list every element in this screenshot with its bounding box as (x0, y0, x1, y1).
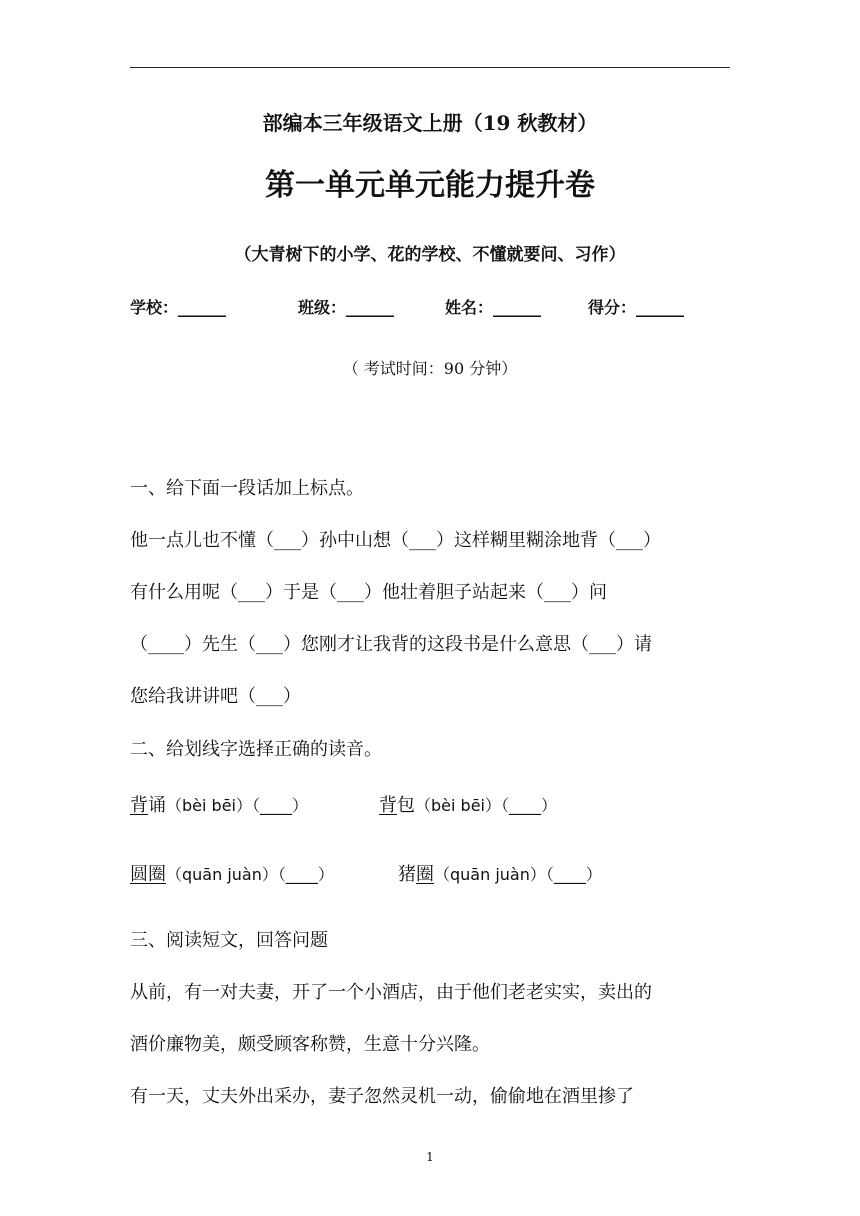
name-field: 姓名：______ (445, 298, 542, 317)
header-rule (130, 67, 730, 68)
word-rest: 包 (397, 795, 415, 816)
section1-line: 他一点儿也不懂（___）孙中山想（___）这样糊里糊涂地背（___） (130, 530, 661, 551)
document-subtitle: 部编本三年级语文上册（19 秋教材） (262, 111, 598, 135)
school-field: 学校：______ (130, 298, 227, 317)
pinyin-options: （quān juàn）（____） (434, 865, 602, 884)
pinyin-options: （bèi bēi）（____） (415, 796, 557, 815)
underlined-char: 背 (379, 795, 397, 816)
page-number: 1 (426, 1150, 434, 1164)
underlined-char: 圆圈 (130, 864, 166, 885)
section1-heading: 一、给下面一段话加上标点。 (130, 478, 364, 499)
section3-heading: 三、阅读短文，回答问题 (130, 930, 328, 951)
underlined-char: 圈 (416, 864, 434, 885)
score-field: 得分：______ (588, 298, 685, 317)
passage-line: 酒价廉物美，颇受顾客称赞，生意十分兴隆。 (130, 1034, 490, 1055)
pinyin-options: （quān juàn）（____） (166, 865, 334, 884)
pinyin-options: （bèi bēi）（____） (166, 796, 308, 815)
passage-line: 有一天，丈夫外出采办，妻子忽然灵机一动，偷偷地在酒里掺了 (130, 1086, 634, 1107)
word-prefix: 猪 (398, 864, 416, 885)
class-field: 班级：______ (298, 298, 395, 317)
exam-time-note: （ 考试时间：90 分钟） (342, 359, 518, 378)
topics-line: （大青树下的小学、花的学校、不懂就要问、习作） (234, 245, 626, 265)
document-title: 第一单元单元能力提升卷 (265, 168, 595, 203)
word-rest: 诵 (148, 795, 166, 816)
pronunciation-item (130, 860, 334, 886)
passage-line: 从前，有一对夫妻，开了一个小酒店，由于他们老老实实，卖出的 (130, 982, 652, 1003)
underlined-char: 背 (130, 795, 148, 816)
section1-line: 有什么用呢（___）于是（___）他壮着胆子站起来（___）问 (130, 582, 607, 603)
pronunciation-item (379, 791, 557, 817)
pronunciation-item (398, 860, 602, 886)
student-info-row (0, 295, 860, 319)
pronunciation-item (130, 791, 308, 817)
section2-heading: 二、给划线字选择正确的读音。 (130, 739, 382, 760)
section1-line: 您给我讲讲吧（___） (130, 686, 301, 707)
section1-line: （____）先生（___）您刚才让我背的这段书是什么意思（___）请 (130, 634, 652, 655)
